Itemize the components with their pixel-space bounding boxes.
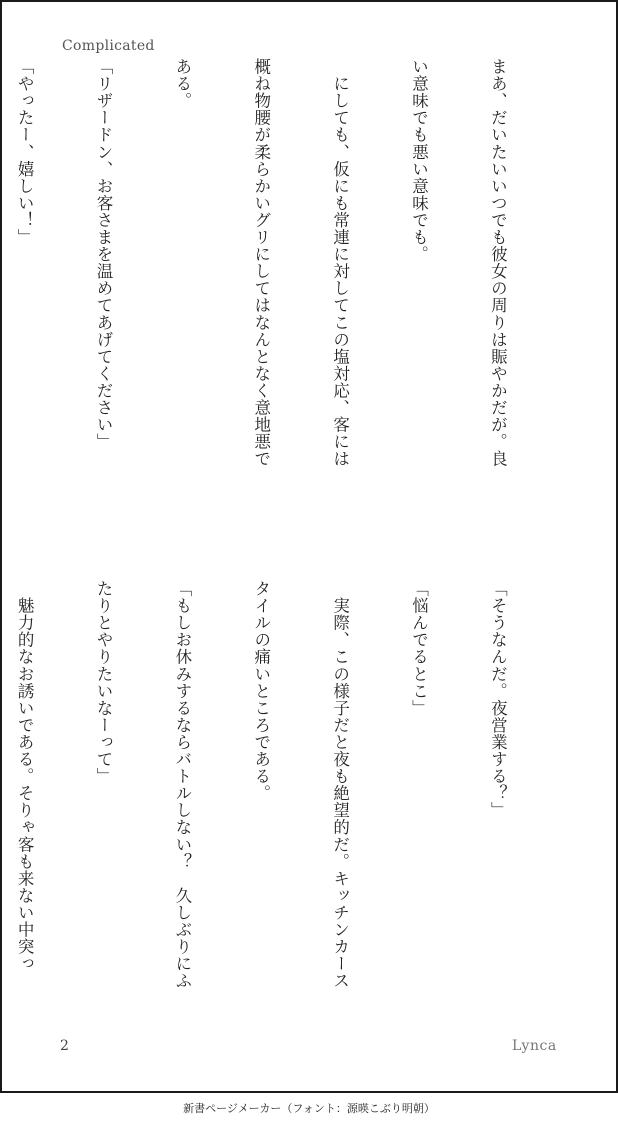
text-line: 「そうなんだ。夜営業する？」 bbox=[488, 580, 508, 819]
text-line: 「やったー、嬉しい！」 bbox=[15, 58, 35, 246]
text-line: 概ね物腰が柔らかいグリにしてはなんとなく意地悪で bbox=[251, 58, 271, 468]
page-number: 2 bbox=[60, 1038, 69, 1054]
text-line: 魅力的なお誘いである。そりゃ客も来ない中突っ bbox=[15, 580, 35, 973]
generator-caption: 新書ページメーカー（フォント：源暎こぶり明朝） bbox=[183, 1102, 435, 1115]
text-line: 「悩んでるとこ」 bbox=[409, 580, 429, 717]
text-line: 「もしお休みするならバトルしない？ 久しぶりにふ bbox=[172, 580, 192, 990]
text-line: ある。 bbox=[172, 58, 192, 110]
text-tier-bottom bbox=[15, 580, 563, 1000]
text-tier-top bbox=[15, 58, 563, 528]
author-name: Lynca bbox=[512, 1038, 557, 1054]
text-line: まあ、だいたいいつでも彼女の周りは賑やかだが。良 bbox=[488, 58, 508, 468]
text-line: 実際、この様子だと夜も絶望的だ。キッチンカース bbox=[330, 580, 350, 990]
text-line: 「リザードン、お客さまを温めてあげてください」 bbox=[93, 58, 113, 451]
text-line: にしても、仮にも常連に対してこの塩対応、客には bbox=[330, 58, 350, 468]
text-line: タイルの痛いところである。 bbox=[251, 580, 271, 802]
text-line: たりとやりたいなーって」 bbox=[93, 580, 113, 785]
book-title: Complicated bbox=[62, 38, 155, 54]
text-line: い意味でも悪い意味でも。 bbox=[409, 58, 429, 263]
